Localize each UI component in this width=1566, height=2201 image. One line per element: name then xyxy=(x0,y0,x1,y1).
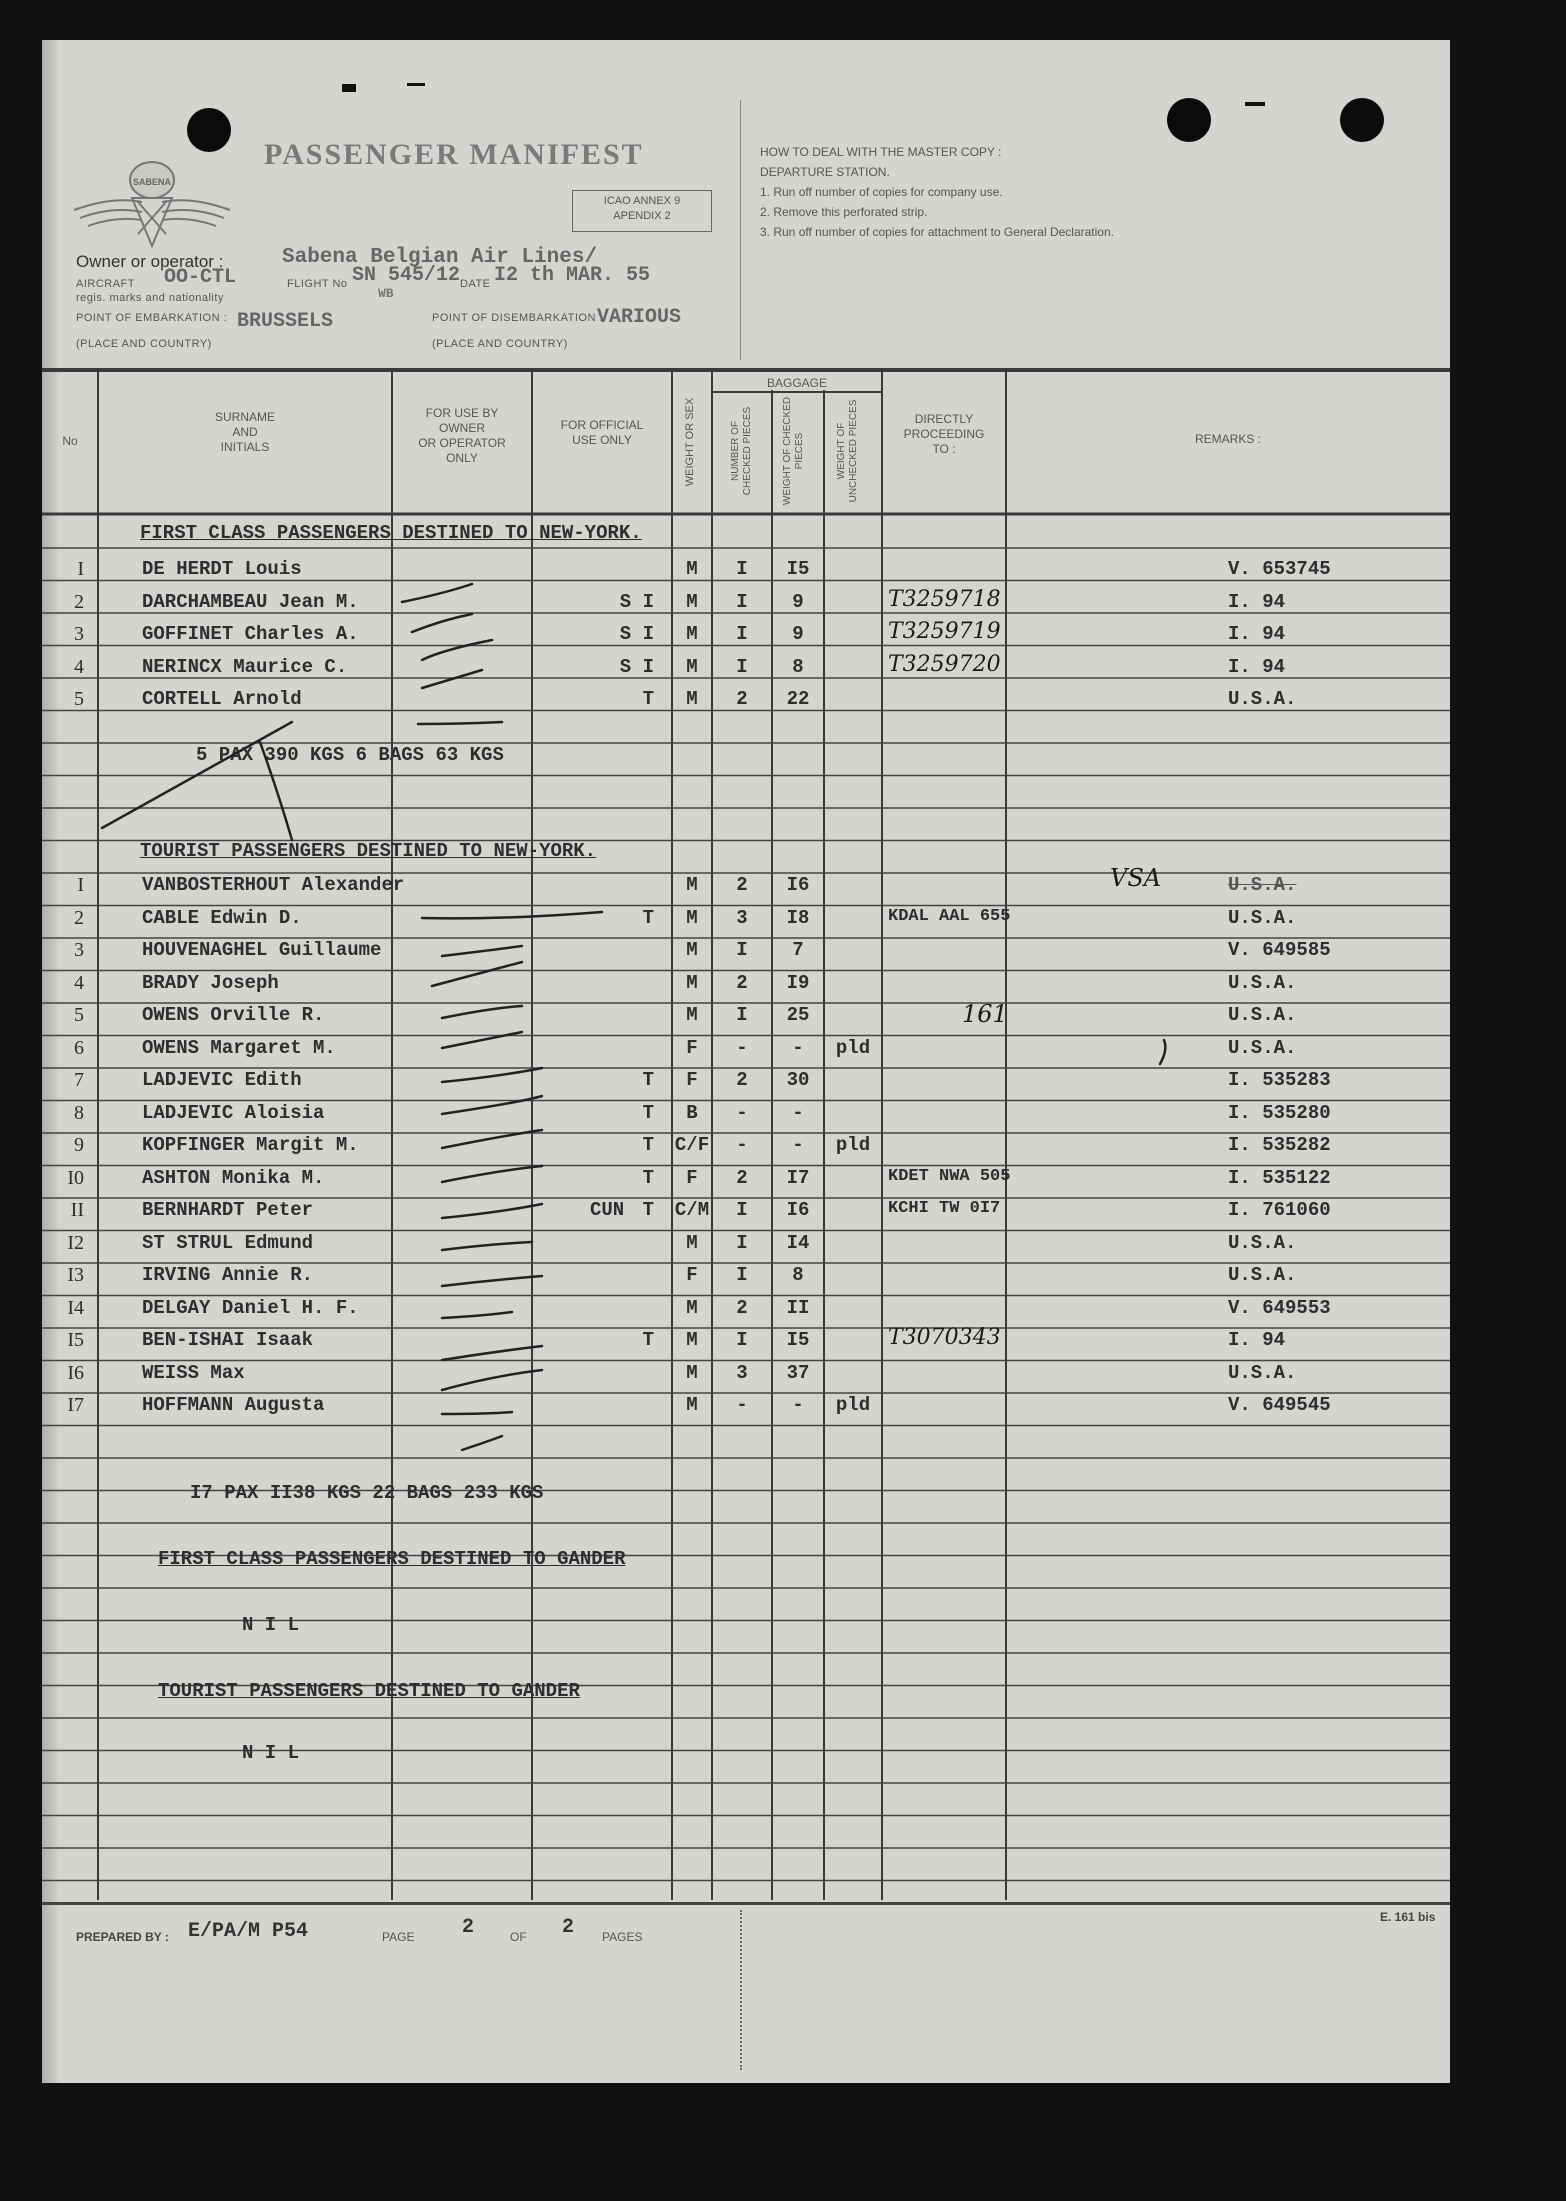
cell-ws: M xyxy=(686,1296,698,1319)
flight-sub: WB xyxy=(378,286,394,301)
cell-wt: - xyxy=(792,1036,804,1059)
cell-rem: I. 535283 xyxy=(1228,1069,1331,1091)
cell-rem: V. 649585 xyxy=(1228,939,1331,961)
cell-wt: II xyxy=(786,1296,810,1319)
cell-ws: M xyxy=(686,623,698,645)
cell-name: OWENS Orville R. xyxy=(142,1004,325,1026)
footer-rule xyxy=(42,1902,1450,1905)
cell-no: 5 xyxy=(74,1004,84,1026)
cell-wt: 7 xyxy=(792,939,804,961)
col-header-no: No xyxy=(62,434,78,448)
cell-no: I0 xyxy=(67,1166,84,1189)
prepared-value: E/PA/M P54 xyxy=(188,1920,309,1943)
cell-wt: 30 xyxy=(786,1069,810,1091)
cell-official: T xyxy=(642,688,654,710)
cell-unc: pld xyxy=(835,1036,871,1059)
manifest-grid xyxy=(42,40,1450,2083)
col-header-surname: SURNAME AND INITIALS xyxy=(214,410,275,454)
cell-official: T xyxy=(642,1166,654,1189)
cell-rem: U.S.A. xyxy=(1228,971,1297,994)
cell-no: 2 xyxy=(74,590,84,613)
instruction-line: HOW TO DEAL WITH THE MASTER COPY : xyxy=(760,145,1002,159)
cell-wt: I7 xyxy=(786,1166,810,1189)
cell-no: 6 xyxy=(74,1036,84,1059)
cell-name: DELGAY Daniel H. F. xyxy=(142,1296,359,1319)
cell-name: HOUVENAGHEL Guillaume xyxy=(142,939,382,961)
date-label: DATE xyxy=(460,278,491,290)
manifest-sheet xyxy=(42,40,1450,2083)
cell-dir: 161 xyxy=(962,1000,1008,1028)
section-heading: TOURIST PASSENGERS DESTINED TO NEW-YORK. xyxy=(140,840,597,862)
cell-official: S I xyxy=(619,623,654,645)
col-header-wt-checked: WEIGHT OF CHECKED PIECES xyxy=(782,396,805,506)
cell-rem: U.S.A. xyxy=(1228,1231,1297,1254)
instruction-line: 2. Remove this perforated strip. xyxy=(760,205,928,219)
cell-wt: I5 xyxy=(786,1329,810,1351)
cell-wt: - xyxy=(792,1134,804,1156)
cell-wt: I5 xyxy=(786,558,810,580)
cell-ws: F xyxy=(686,1036,698,1059)
cell-no: 2 xyxy=(74,906,84,929)
cell-no: I xyxy=(77,558,84,580)
cell-n: 2 xyxy=(736,1166,748,1189)
cell-n: 2 xyxy=(736,1069,748,1091)
cell-official: T xyxy=(642,1069,654,1091)
cell-no: I xyxy=(77,874,84,896)
form-code: E. 161 bis xyxy=(1380,1910,1436,1924)
icao-annex-box: ICAO ANNEX 9 APENDIX 2 xyxy=(572,190,712,232)
page-title: PASSENGER MANIFEST xyxy=(264,138,644,171)
section-heading: FIRST CLASS PASSENGERS DESTINED TO GANDER xyxy=(158,1548,626,1570)
cell-owner: CUN xyxy=(590,1199,625,1221)
cell-n: I xyxy=(736,1231,748,1254)
cell-rem: U.S.A. xyxy=(1228,1264,1297,1286)
cell-official: T xyxy=(642,1101,654,1124)
cell-rem: I. 761060 xyxy=(1228,1199,1331,1221)
cell-name: BERNHARDT Peter xyxy=(142,1199,314,1221)
cell-dir: KCHI TW 0I7 xyxy=(888,1199,1001,1218)
cell-name: WEISS Max xyxy=(142,1361,245,1384)
of-value: 2 xyxy=(562,1916,575,1939)
cell-wt: I9 xyxy=(786,971,810,994)
col-header-official-use: FOR OFFICIAL USE ONLY xyxy=(560,418,644,447)
instruction-line: 3. Run off number of copies for attachment to General Declaration. xyxy=(760,225,1114,239)
tourist-total: I7 PAX II38 KGS 22 BAGS 233 KGS xyxy=(190,1482,544,1504)
cell-n: I xyxy=(736,590,748,613)
cell-wt: I8 xyxy=(786,906,810,929)
aircraft-label: AIRCRAFT xyxy=(76,278,135,290)
cell-wt: 9 xyxy=(792,623,804,645)
cell-no: I7 xyxy=(67,1394,84,1416)
cell-no: 5 xyxy=(74,688,84,710)
page-value: 2 xyxy=(462,1916,475,1939)
cell-n: 2 xyxy=(736,1296,748,1319)
cell-official: T xyxy=(642,1199,654,1221)
cell-rem: V. 649545 xyxy=(1228,1394,1331,1416)
cell-ws: M xyxy=(686,1394,698,1416)
cell-ws: M xyxy=(686,688,698,710)
col-header-owner-use: FOR USE BY OWNER OR OPERATOR ONLY xyxy=(418,406,506,465)
cell-wt: 9 xyxy=(792,590,804,613)
cell-wt: I6 xyxy=(786,1199,810,1221)
cell-n: I xyxy=(736,1264,748,1286)
embark-label: POINT OF EMBARKATION : xyxy=(76,312,228,324)
col-header-baggage: BAGGAGE xyxy=(766,376,828,390)
cell-unc: pld xyxy=(835,1394,871,1416)
flight-value: SN 545/12 xyxy=(352,264,461,287)
col-header-num-checked: NUMBER OF CHECKED PIECES xyxy=(730,406,753,496)
cell-ws: M xyxy=(686,1231,698,1254)
cell-dir: T3070343 xyxy=(888,1325,1001,1350)
cell-name: BEN-ISHAI Isaak xyxy=(142,1329,314,1351)
cell-n: 3 xyxy=(736,906,748,929)
cell-n: I xyxy=(736,558,748,580)
cell-rem: V. 653745 xyxy=(1228,558,1331,580)
cell-rem: I. 535282 xyxy=(1228,1134,1331,1156)
cell-ws: F xyxy=(686,1069,698,1091)
cell-wt: 22 xyxy=(786,688,810,710)
cell-wt: 37 xyxy=(786,1361,810,1384)
cell-no: 4 xyxy=(74,655,84,678)
cell-rem: U.S.A. xyxy=(1228,1004,1297,1026)
cell-no: I5 xyxy=(67,1329,84,1351)
cell-ws: M xyxy=(686,939,698,961)
cell-n: - xyxy=(736,1036,748,1059)
cell-no: I4 xyxy=(67,1296,84,1319)
cell-rem: U.S.A. xyxy=(1228,1036,1297,1059)
cell-wt: 8 xyxy=(792,655,804,678)
section-heading: FIRST CLASS PASSENGERS DESTINED TO NEW-YORK. xyxy=(140,522,642,544)
cell-ws: M xyxy=(686,558,698,580)
handwritten-note: VSA xyxy=(1110,864,1162,892)
cell-n: I xyxy=(736,655,748,678)
logo-text: SABENA xyxy=(132,177,172,187)
cell-ws: M xyxy=(686,874,698,896)
cell-name: BRADY Joseph xyxy=(142,971,279,994)
cell-ws: M xyxy=(686,655,698,678)
cell-no: 9 xyxy=(74,1134,84,1156)
cell-n: - xyxy=(736,1101,748,1124)
cell-no: I6 xyxy=(67,1361,84,1384)
nil-text: N I L xyxy=(242,1742,300,1764)
flight-label: FLIGHT No xyxy=(287,278,348,290)
cell-wt: - xyxy=(792,1394,804,1416)
cell-ws: M xyxy=(686,906,698,929)
col-header-wt-unchecked: WEIGHT OF UNCHECKED PIECES xyxy=(836,399,859,503)
cell-name: DE HERDT Louis xyxy=(142,558,302,580)
cell-ws: M xyxy=(686,1004,698,1026)
cell-wt: 8 xyxy=(792,1264,804,1286)
cell-name: IRVING Annie R. xyxy=(142,1264,314,1286)
cell-name: OWENS Margaret M. xyxy=(142,1036,336,1059)
cell-n: - xyxy=(736,1134,748,1156)
cell-rem: I. 535280 xyxy=(1228,1101,1331,1124)
cell-ws: M xyxy=(686,590,698,613)
cell-ws: F xyxy=(686,1166,698,1189)
cell-n: 2 xyxy=(736,874,748,896)
cell-official: T xyxy=(642,1134,654,1156)
cell-name: ASHTON Monika M. xyxy=(142,1166,325,1189)
cell-name: VANBOSTERHOUT Alexander xyxy=(142,874,405,896)
cell-unc: pld xyxy=(835,1134,871,1156)
cell-wt: 25 xyxy=(786,1004,810,1026)
cell-wt: I4 xyxy=(786,1231,810,1254)
cell-name: NERINCX Maurice C. xyxy=(142,655,348,678)
cell-no: 4 xyxy=(74,971,84,994)
cell-no: 3 xyxy=(74,623,84,645)
cell-rem: I. 94 xyxy=(1228,1329,1286,1351)
embark-value: BRUSSELS xyxy=(237,310,334,333)
cell-name: LADJEVIC Aloisia xyxy=(142,1101,325,1124)
disembark-sub: (PLACE AND COUNTRY) xyxy=(432,338,568,350)
col-header-directly: DIRECTLY PROCEEDING TO : xyxy=(903,412,985,456)
aircraft-value: OO-CTL xyxy=(164,266,237,289)
disembark-value: VARIOUS xyxy=(597,306,682,329)
cell-name: GOFFINET Charles A. xyxy=(142,623,359,645)
cell-name: CORTELL Arnold xyxy=(142,688,302,710)
cell-dir: T3259720 xyxy=(888,651,1001,677)
cell-n: I xyxy=(736,1329,748,1351)
cell-official: T xyxy=(642,906,654,929)
owner-label: Owner or operator : xyxy=(76,252,224,271)
embark-sub: (PLACE AND COUNTRY) xyxy=(76,338,212,350)
cell-n: I xyxy=(736,1004,748,1026)
cell-wt: - xyxy=(792,1101,804,1124)
cell-name: ST STRUL Edmund xyxy=(142,1231,314,1254)
cell-n: I xyxy=(736,623,748,645)
cell-dir: T3259718 xyxy=(888,586,1001,612)
cell-ws: M xyxy=(686,971,698,994)
cell-official: T xyxy=(642,1329,654,1351)
owner-value: Sabena Belgian Air Lines/ xyxy=(282,246,598,269)
pages-label: PAGES xyxy=(602,1930,643,1944)
nil-text: N I L xyxy=(242,1614,300,1636)
cell-name: LADJEVIC Edith xyxy=(142,1069,302,1091)
cell-ws: M xyxy=(686,1329,698,1351)
section-heading: TOURIST PASSENGERS DESTINED TO GANDER xyxy=(158,1680,580,1702)
cell-rem: U.S.A. xyxy=(1228,688,1297,710)
cell-rem: I. 94 xyxy=(1228,655,1286,678)
cell-ws: M xyxy=(686,1361,698,1384)
instruction-line: DEPARTURE STATION. xyxy=(760,165,890,179)
instruction-line: 1. Run off number of copies for company use. xyxy=(760,185,1003,199)
cell-no: I2 xyxy=(67,1231,84,1254)
cell-n: I xyxy=(736,1199,748,1221)
regis-label: regis. marks and nationality xyxy=(76,292,224,304)
cell-rem: V. 649553 xyxy=(1228,1296,1331,1319)
cell-name: HOFFMANN Augusta xyxy=(142,1394,325,1416)
cell-ws: C/F xyxy=(674,1134,710,1156)
cell-name: CABLE Edwin D. xyxy=(142,906,302,929)
cell-dir: KDAL AAL 655 xyxy=(888,906,1011,926)
prepared-label: PREPARED BY : xyxy=(76,1930,169,1944)
disembark-label: POINT OF DISEMBARKATION : xyxy=(432,312,604,324)
cell-no: I3 xyxy=(67,1264,84,1286)
cell-wt: I6 xyxy=(786,874,810,896)
cell-ws: C/M xyxy=(674,1199,710,1221)
cell-n: - xyxy=(736,1394,748,1416)
cell-ws: B xyxy=(686,1101,698,1124)
cell-dir: T3259719 xyxy=(888,619,1001,644)
cell-no: 7 xyxy=(74,1069,84,1091)
cell-n: 3 xyxy=(736,1361,748,1384)
cell-n: I xyxy=(736,939,748,961)
cell-dir: KDET NWA 505 xyxy=(888,1166,1011,1186)
cell-ws: F xyxy=(686,1264,698,1286)
cell-official: S I xyxy=(619,655,654,678)
date-value: I2 th MAR. 55 xyxy=(494,264,651,287)
cell-name: KOPFINGER Margit M. xyxy=(142,1134,359,1156)
cell-no: II xyxy=(70,1199,84,1221)
first-class-total: 5 PAX 390 KGS 6 BAGS 63 KGS xyxy=(196,744,504,766)
cell-rem: U.S.A. xyxy=(1228,1361,1297,1384)
col-header-remarks: REMARKS : xyxy=(1194,432,1261,446)
cell-n: 2 xyxy=(736,688,748,710)
cell-rem: U.S.A. xyxy=(1228,906,1297,929)
cell-rem: I. 94 xyxy=(1228,590,1286,613)
cell-official: S I xyxy=(619,590,654,613)
cell-rem: I. 94 xyxy=(1228,623,1286,645)
of-label: OF xyxy=(510,1930,527,1944)
page-label: PAGE xyxy=(382,1930,415,1944)
cell-no: 3 xyxy=(74,939,84,961)
cell-rem: I. 535122 xyxy=(1228,1166,1331,1189)
cell-no: 8 xyxy=(74,1101,84,1124)
cell-n: 2 xyxy=(736,971,748,994)
col-header-weight-sex: WEIGHT OR SEX xyxy=(684,397,696,487)
cell-name: DARCHAMBEAU Jean M. xyxy=(142,590,359,613)
cell-rem: U.S.A. xyxy=(1228,874,1297,896)
